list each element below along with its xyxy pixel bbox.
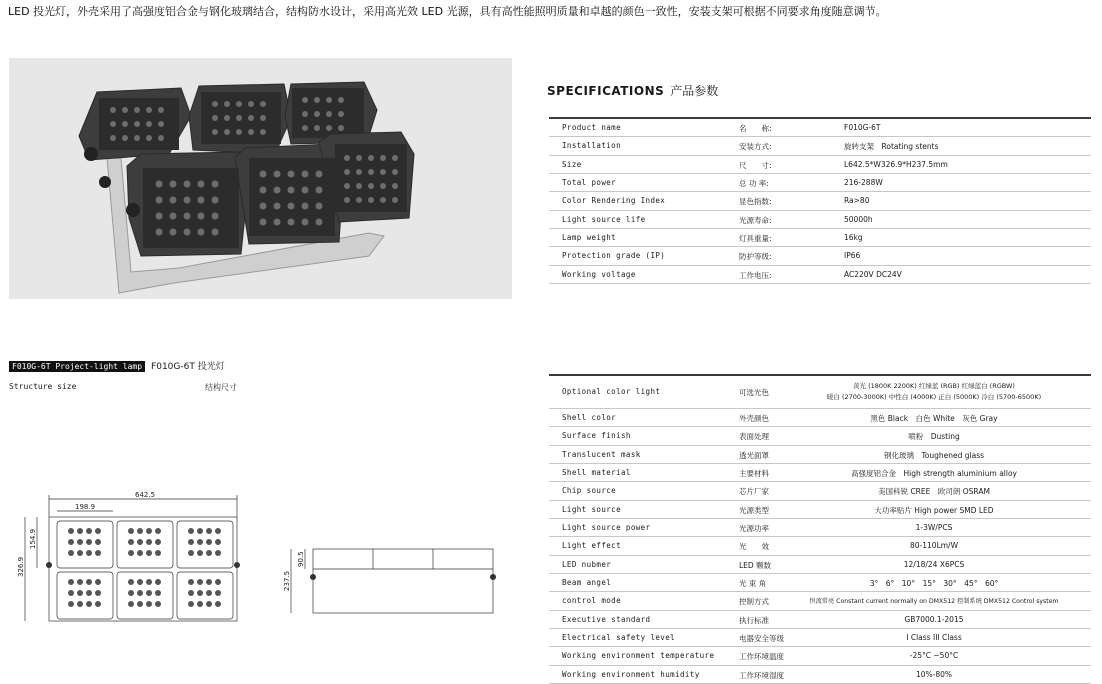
dimension-drawing — [15, 485, 515, 625]
table-row — [549, 266, 1091, 284]
row-value: 50000h — [844, 214, 873, 224]
row-label-cn: 执行标准 — [739, 615, 769, 625]
table-row — [549, 174, 1091, 192]
table-row — [549, 427, 1091, 445]
table-row — [549, 482, 1091, 500]
table-row — [549, 519, 1091, 537]
table-row — [549, 229, 1091, 247]
row-value: 12/18/24 X6PCS — [903, 559, 965, 569]
row-label-cn: 光 束 角 — [739, 579, 767, 589]
dim-module: 198.9 — [75, 503, 96, 511]
row-label-cn: 光源类型 — [739, 505, 769, 515]
product-model-cn: F010G-6T 投光灯 — [151, 362, 225, 372]
row-value: I Class III Class — [906, 633, 962, 643]
dim-depth-b: 237.5 — [283, 570, 291, 591]
row-value: 钢化玻璃 Toughened glass — [883, 450, 985, 460]
row-label-en: Lamp weight — [562, 233, 617, 243]
table-row — [549, 376, 1091, 409]
row-label-en: Working environment humidity — [562, 669, 700, 679]
row-label-en: Optional color light — [562, 387, 661, 396]
dim-width: 642.5 — [135, 491, 156, 499]
row-label-cn: 安装方式: — [739, 142, 772, 152]
row-value — [804, 381, 1064, 403]
row-value: F010G-6T — [844, 123, 881, 132]
table-row — [549, 611, 1091, 629]
row-label-cn: 总 功 率: — [739, 179, 769, 189]
row-value: -25°C ~50°C — [909, 651, 959, 661]
structure-size-cn: 结构尺寸 — [205, 383, 237, 392]
row-value: 美国科锐 CREE 欧司朗 OSRAM — [878, 487, 990, 497]
table-row — [549, 464, 1091, 482]
row-label-cn: 可选光色 — [739, 388, 769, 397]
row-value: 1-3W/PCS — [915, 523, 953, 533]
table-row — [549, 211, 1091, 229]
product-label — [9, 359, 225, 372]
row-label-cn: 外壳颜色 — [739, 414, 769, 423]
row-label-en: Shell color — [562, 413, 617, 422]
spec-title-cn: 产品参数 — [670, 84, 719, 98]
row-value: L642.5*W326.9*H237.5mm — [844, 159, 948, 169]
row-value: Ra>80 — [844, 196, 870, 206]
row-label-cn: 灯具重量: — [739, 234, 772, 244]
row-value: 16kg — [844, 233, 863, 243]
row-value: 3° 6° 10° 15° 30° 45° 60° — [869, 579, 999, 589]
table-row — [549, 446, 1091, 464]
row-label-en: Surface finish — [562, 431, 631, 441]
structure-diagram — [15, 485, 515, 625]
row-label-en: Light source power — [562, 523, 651, 533]
row-label-cn: 芯片厂家 — [739, 487, 769, 497]
options-table — [549, 374, 1091, 684]
row-value: AC220V DC24V — [844, 269, 902, 279]
row-label-cn: 显色指数: — [739, 197, 772, 207]
row-value: 10%-80% — [915, 669, 953, 679]
row-label-en: control mode — [562, 596, 621, 606]
row-label-en: Light effect — [562, 541, 621, 551]
row-label-en: Executive standard — [562, 614, 651, 624]
row-label-en: Light source life — [562, 214, 646, 224]
row-value: GB7000.1-2015 — [904, 614, 964, 624]
row-label-en: Working voltage — [562, 269, 636, 279]
row-value: 80-110Lm/W — [910, 541, 958, 551]
row-label-cn: 控制方式 — [739, 597, 769, 607]
row-value: 旋转支架 Rotating stents — [844, 142, 939, 152]
row-value: 喷粉 Dusting — [908, 432, 960, 442]
row-label-en: Size — [562, 159, 582, 169]
row-label-en: Beam angel — [562, 578, 612, 588]
row-label-cn: 光 效 — [739, 542, 769, 552]
row-label-cn: 表面处理 — [739, 432, 769, 442]
table-row — [549, 137, 1091, 155]
dim-depth-a: 90.5 — [297, 551, 305, 567]
structure-size-label — [9, 382, 237, 391]
table-row — [549, 501, 1091, 519]
dim-height-b: 326.9 — [17, 556, 25, 577]
row-label-cn: 光源功率 — [739, 524, 769, 534]
table-row — [549, 556, 1091, 574]
dim-height-a: 154.9 — [29, 528, 37, 549]
row-label-en: Installation — [562, 141, 621, 151]
table-row — [549, 247, 1091, 265]
row-label-cn: LED 颗数 — [739, 560, 772, 570]
table-row — [549, 409, 1091, 427]
row-value: 高强度铝合金 High strength aluminium alloy — [851, 469, 1017, 479]
spec-title-en: SPECIFICATIONS — [547, 84, 665, 98]
row-label-cn: 防护等级: — [739, 252, 772, 262]
table-row — [549, 629, 1091, 647]
row-label-cn: 名 称: — [739, 124, 772, 133]
row-label-cn: 工作电压: — [739, 270, 772, 280]
row-label-cn: 光源寿命: — [739, 215, 772, 225]
structure-size-en: Structure size — [9, 382, 77, 391]
row-label-en: Translucent mask — [562, 449, 641, 459]
row-value: 恒流常亮 Constant current normally on DMX512 控制系统 DMX512 Control system — [809, 598, 1059, 606]
row-value-line: 黄光 (1800K 2200K) 红绿蓝 (RGB) 红绿蓝白 (RGBW) — [853, 382, 1015, 390]
row-value-line: 暖白 (2700-3000K) 中性白 (4000K) 正白 (5000K) 冷白 (5700-6500K) — [826, 393, 1042, 401]
row-label-en: Color Rendering Index — [562, 196, 666, 206]
row-value: 黑色 Black 白色 White 灰色 Gray — [870, 414, 998, 423]
row-value: 216-288W — [844, 178, 883, 188]
row-label-en: Working environment temperature — [562, 651, 715, 661]
product-photo — [9, 58, 512, 299]
row-label-en: Product name — [562, 123, 621, 132]
table-row — [549, 574, 1091, 592]
table-row — [549, 537, 1091, 555]
row-label-cn: 工作环境温度 — [739, 652, 784, 662]
row-label-cn: 主要材料 — [739, 469, 769, 479]
spec-table — [549, 117, 1091, 284]
table-row — [549, 156, 1091, 174]
table-row — [549, 192, 1091, 210]
specifications-heading — [547, 82, 718, 99]
row-label-cn: 透光面罩 — [739, 450, 769, 460]
row-label-en: Chip source — [562, 486, 617, 496]
row-label-cn: 尺 寸: — [739, 160, 772, 170]
row-label-cn: 电器安全等级 — [739, 634, 784, 644]
row-label-en: LED nubmer — [562, 559, 612, 569]
table-row — [549, 592, 1091, 610]
row-value: 大功率贴片 High power SMD LED — [874, 505, 994, 515]
row-label-cn: 工作环境湿度 — [739, 670, 784, 680]
floodlight-illustration — [9, 58, 512, 299]
table-row — [549, 647, 1091, 665]
intro-text: LED 投光灯，外壳采用了高强度铝合金与钢化玻璃结合，结构防水设计，采用高光效 LED 光源，具有高性能照明质量和卓越的颜色一致性，安装支架可根据不同要求角度随意调节。 — [8, 5, 887, 18]
row-label-en: Light source — [562, 504, 621, 514]
table-row — [549, 666, 1091, 684]
row-label-en: Total power — [562, 178, 617, 188]
row-label-en: Protection grade (IP) — [562, 251, 666, 261]
row-label-en: Electrical safety level — [562, 633, 676, 643]
row-label-en: Shell material — [562, 468, 631, 478]
product-model-tag: F010G-6T Project-light lamp — [9, 361, 145, 372]
row-value: IP66 — [844, 251, 861, 261]
table-row — [549, 119, 1091, 137]
